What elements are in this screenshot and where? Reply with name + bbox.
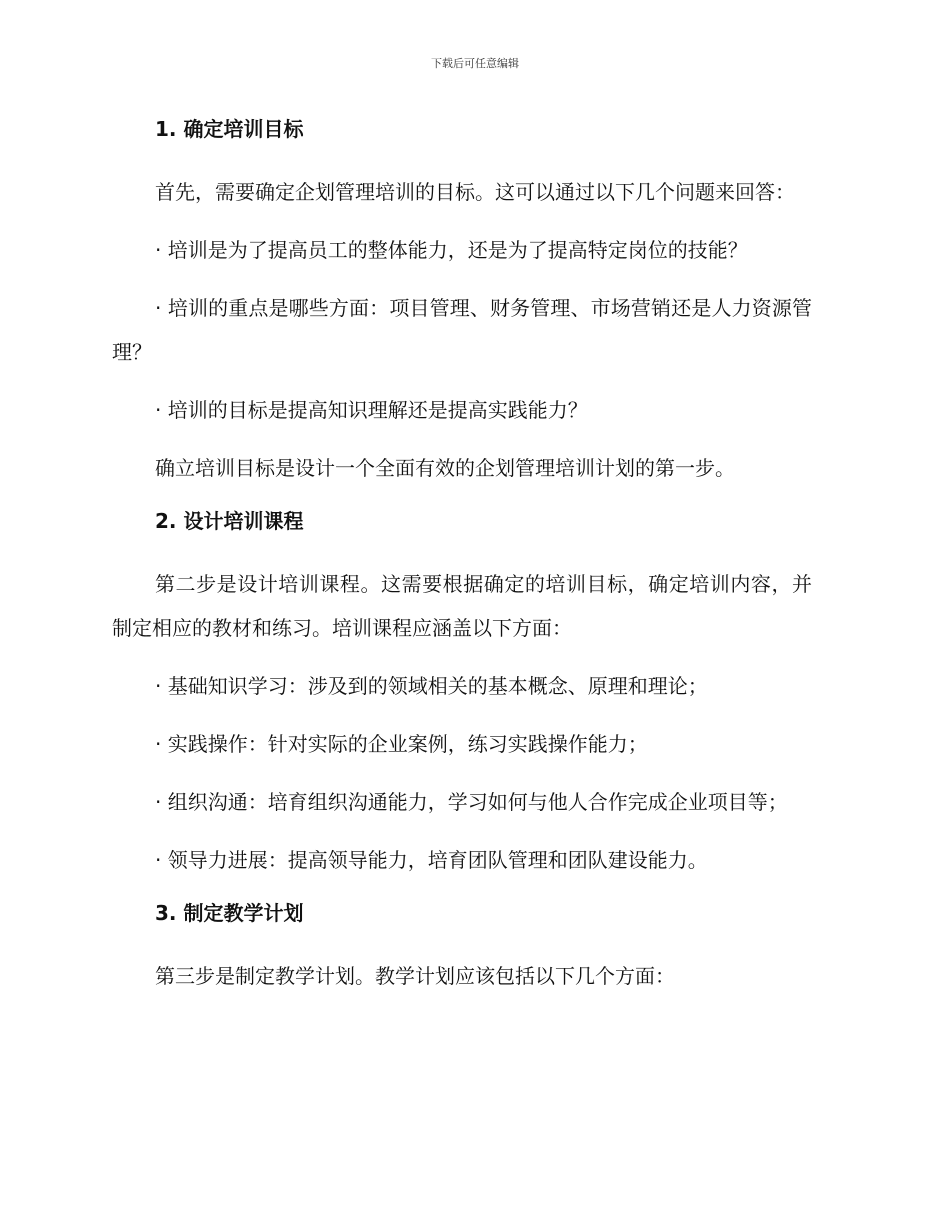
bullet-item: · 组织沟通：培育组织沟通能力，学习如何与他人合作完成企业项目等； [155, 790, 788, 814]
bullet-item: · 实践操作：针对实际的企业案例，练习实践操作能力； [155, 732, 648, 756]
section-heading-2: 2. 设计培训课程 [155, 509, 304, 533]
bullet-item: · 基础知识学习：涉及到的领域相关的基本概念、原理和理论； [155, 674, 708, 698]
paragraph: 首先，需要确定企划管理培训的目标。这可以通过以下几个问题来回答： [155, 180, 795, 204]
bullet-item: · 培训的目标是提高知识理解还是提高实践能力？ [155, 398, 588, 422]
bullet-item: · 培训是为了提高员工的整体能力，还是为了提高特定岗位的技能？ [155, 238, 748, 262]
bullet-item: · 培训的重点是哪些方面：项目管理、财务管理、市场营销还是人力资源管理？ [112, 296, 812, 364]
page-header: 下载后可任意编辑 [431, 57, 519, 70]
section-heading-1: 1. 确定培训目标 [155, 117, 304, 141]
paragraph: 第二步是设计培训课程。这需要根据确定的培训目标，确定培训内容，并制定相应的教材和练习。培训课程应涵盖以下方面： [112, 572, 812, 640]
paragraph: 确立培训目标是设计一个全面有效的企划管理培训计划的第一步。 [155, 456, 735, 480]
paragraph: 第三步是制定教学计划。教学计划应该包括以下几个方面： [155, 964, 675, 988]
bullet-item: · 领导力进展：提高领导能力，培育团队管理和团队建设能力。 [155, 848, 708, 872]
document-body [112, 112, 812, 1012]
section-heading-3: 3. 制定教学计划 [155, 901, 304, 925]
